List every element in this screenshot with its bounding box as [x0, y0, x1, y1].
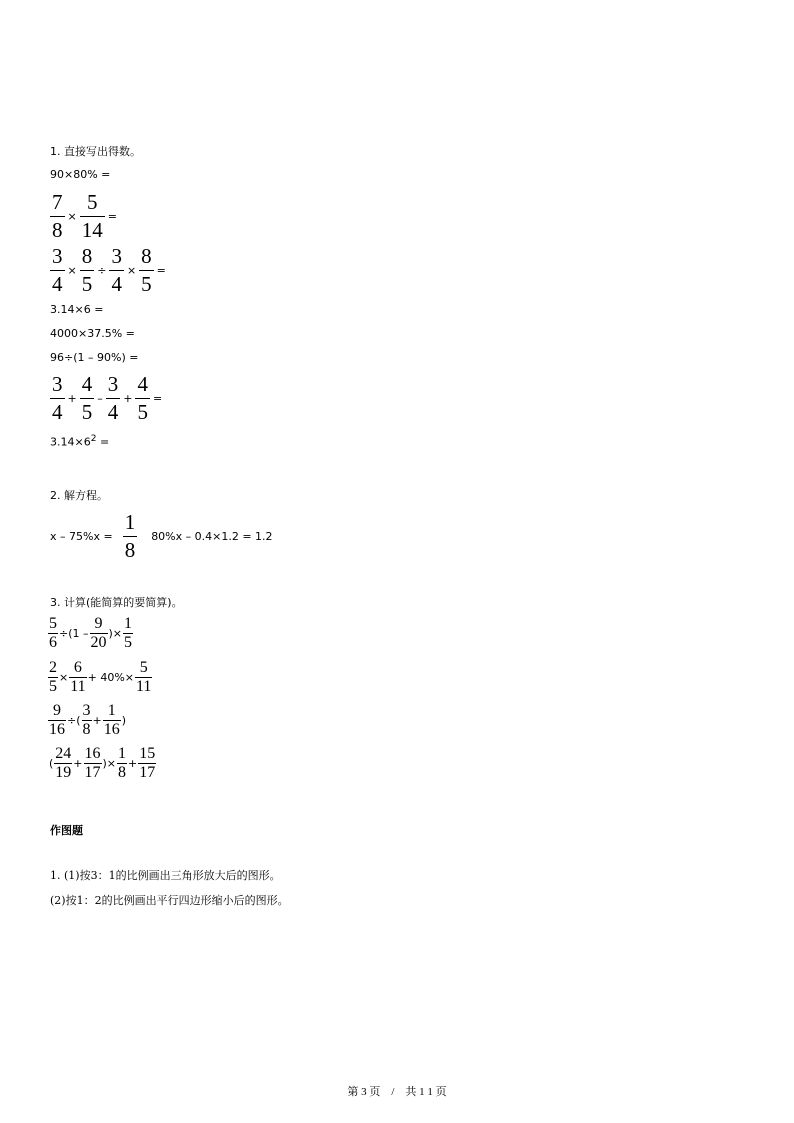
fraction: $\frac{5}{14}$	[81, 190, 103, 242]
fraction: $\frac{24}{19}$	[55, 745, 72, 781]
fraction: $\frac{8}{5}$	[141, 244, 152, 296]
section-2-title: 2. 解方程。	[50, 489, 108, 502]
fraction: $\frac{4}{5}$	[81, 372, 93, 424]
fraction: $\frac{3}{8}$	[82, 702, 91, 738]
fraction: $\frac{3}{4}$	[111, 244, 122, 296]
calc-2: $\frac{2}{5}$ × $\frac{6}{11}$ + 40%× $\frac{5}{11}$	[49, 659, 152, 695]
fraction: $\frac{6}{11}$	[70, 659, 86, 695]
calc-3: $\frac{9}{16}$ ÷( $\frac{3}{8}$ + $\frac{1}{16}$ )	[49, 702, 127, 738]
problem-1-2: $\frac{7}{8}$ × $\frac{5}{14}$ =	[52, 190, 117, 242]
problem-1-7: $\frac{3}{4}$ + $\frac{4}{5}$ – $\frac{3}{4}$ + $\frac{4}{5}$ =	[52, 372, 163, 424]
fraction: $\frac{3}{4}$	[52, 244, 63, 296]
fraction: $\frac{5}{6}$	[49, 615, 57, 651]
problem-1-3: $\frac{3}{4}$ × $\frac{8}{5}$ ÷ $\frac{3}{4}$ × $\frac{8}{5}$ =	[52, 244, 166, 296]
equations-row	[50, 512, 273, 561]
drawing-question-1: 1. (1)按3：1的比例画出三角形放大后的图形。	[50, 869, 281, 882]
problem-1-4: 3.14×6 =	[50, 303, 104, 316]
calc-1: $\frac{5}{6}$ ÷(1 – $\frac{9}{20}$ )× $\frac{1}{5}$	[49, 615, 133, 651]
problem-1-5: 4000×37.5% =	[50, 327, 135, 340]
fraction: $\frac{1}{16}$	[103, 702, 120, 738]
fraction: $\frac{1}{5}$	[124, 615, 133, 651]
fraction: $\frac{5}{11}$	[136, 659, 152, 695]
fraction: $\frac{9}{20}$	[90, 615, 107, 651]
section-1-title: 1. 直接写出得数。	[50, 145, 141, 158]
fraction: $\frac{15}{17}$	[139, 745, 156, 781]
fraction: $\frac{1}{8}$	[118, 745, 127, 781]
page-footer: 第 3 页 / 共 1 1 页	[347, 1086, 447, 1098]
problem-1-1: 90×80% =	[50, 168, 111, 181]
calc-4: ( $\frac{24}{19}$ + $\frac{16}{17}$ )× $\frac{1}{8}$ + $\frac{15}{17}$	[49, 745, 156, 781]
fraction: $\frac{3}{4}$	[107, 372, 119, 424]
drawing-section-title: 作图题	[50, 824, 83, 837]
fraction: $\frac{4}{5}$	[137, 372, 148, 424]
fraction: $\frac{7}{8}$	[52, 190, 63, 242]
fraction: $\frac{2}{5}$	[49, 659, 57, 695]
section-3-title: 3. 计算(能简算的要简算)。	[50, 596, 183, 609]
fraction: $\frac{9}{16}$	[49, 702, 65, 738]
equation-1: x – 75%x =	[50, 530, 113, 543]
fraction: $\frac{16}{17}$	[84, 745, 101, 781]
fraction: $\frac{3}{4}$	[52, 372, 63, 424]
problem-1-6: 96÷(1 – 90%) =	[50, 351, 139, 364]
problem-1-8: $3.14\times 6^2$ =	[50, 434, 110, 449]
fraction: $\frac{8}{5}$	[81, 244, 93, 296]
drawing-question-2: (2)按1：2的比例画出平行四边形缩小后的图形。	[50, 894, 289, 907]
equation-2: 80%x – 0.4×1.2 = 1.2	[151, 530, 273, 543]
fraction: $\frac{1}{8}$	[124, 510, 136, 562]
